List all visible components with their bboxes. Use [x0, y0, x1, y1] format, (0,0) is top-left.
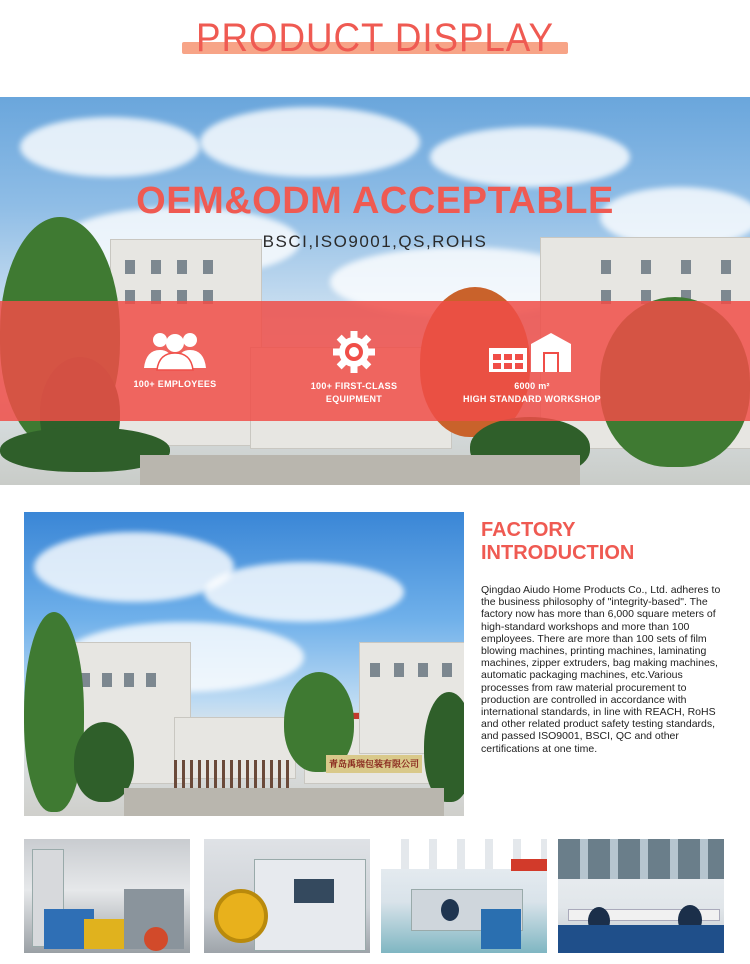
workshop-photo-inspection: [558, 839, 724, 953]
feature-label-line1: 6000 m²: [514, 381, 550, 391]
feature-workshop: [462, 330, 602, 406]
page-title: PRODUCT DISPLAY: [195, 16, 555, 60]
page-header: [0, 0, 750, 96]
intro-body-text: Qingdao Aiudo Home Products Co., Ltd. adheres to the business philosophy of "integrity-based". The factory now has more than 6,000 square meters of high-standard workshops and more than 100 employees. There are more than 100 sets of film blowing machines, printing machines, laminating machines, zipper extruders, bag making machines, automatic packaging machines, etc.Various processes from raw material procurement to production are controlled in accordance with international standards, in line with REACH, RoHS and other related product safety testing standards, and passed ISO9001, BSCI, QC and other certifications at one time.: [481, 584, 721, 755]
intro-title-line1: FACTORY: [481, 519, 576, 541]
feature-equipment: [296, 330, 412, 406]
tree: [424, 692, 464, 802]
factory-photo: [24, 512, 464, 816]
factory-icon: [487, 330, 577, 374]
driveway: [140, 455, 580, 485]
cloud: [20, 117, 200, 177]
feature-label: 100+ EMPLOYEES: [133, 379, 217, 389]
cloud: [204, 562, 404, 622]
banner: [0, 97, 750, 485]
workshop-photo-printing: [204, 839, 370, 953]
people-icon: [140, 330, 210, 372]
banner-headline: OEM&ODM ACCEPTABLE: [136, 180, 614, 222]
cloud: [200, 107, 420, 177]
intro-title: [481, 519, 721, 565]
factory-gate: [174, 760, 289, 788]
intro-title-line2: INTRODUCTION: [481, 542, 635, 564]
certifications-text: BSCI,ISO9001,QS,ROHS: [262, 232, 488, 251]
cloud: [430, 127, 630, 187]
gear-icon: [332, 330, 376, 374]
company-sign: 青岛禹瑞包装有限公司: [326, 755, 422, 773]
tree: [24, 612, 84, 812]
feature-label-line1: 100+ FIRST-CLASS: [310, 381, 398, 391]
feature-label-line2: EQUIPMENT: [325, 394, 383, 404]
feature-label-line2: HIGH STANDARD WORKSHOP: [463, 394, 601, 404]
workshop-photo-film-blowing: [24, 839, 190, 953]
workshop-photo-bag-making: [381, 839, 547, 953]
driveway: [124, 788, 444, 816]
feature-employees: [122, 330, 228, 391]
